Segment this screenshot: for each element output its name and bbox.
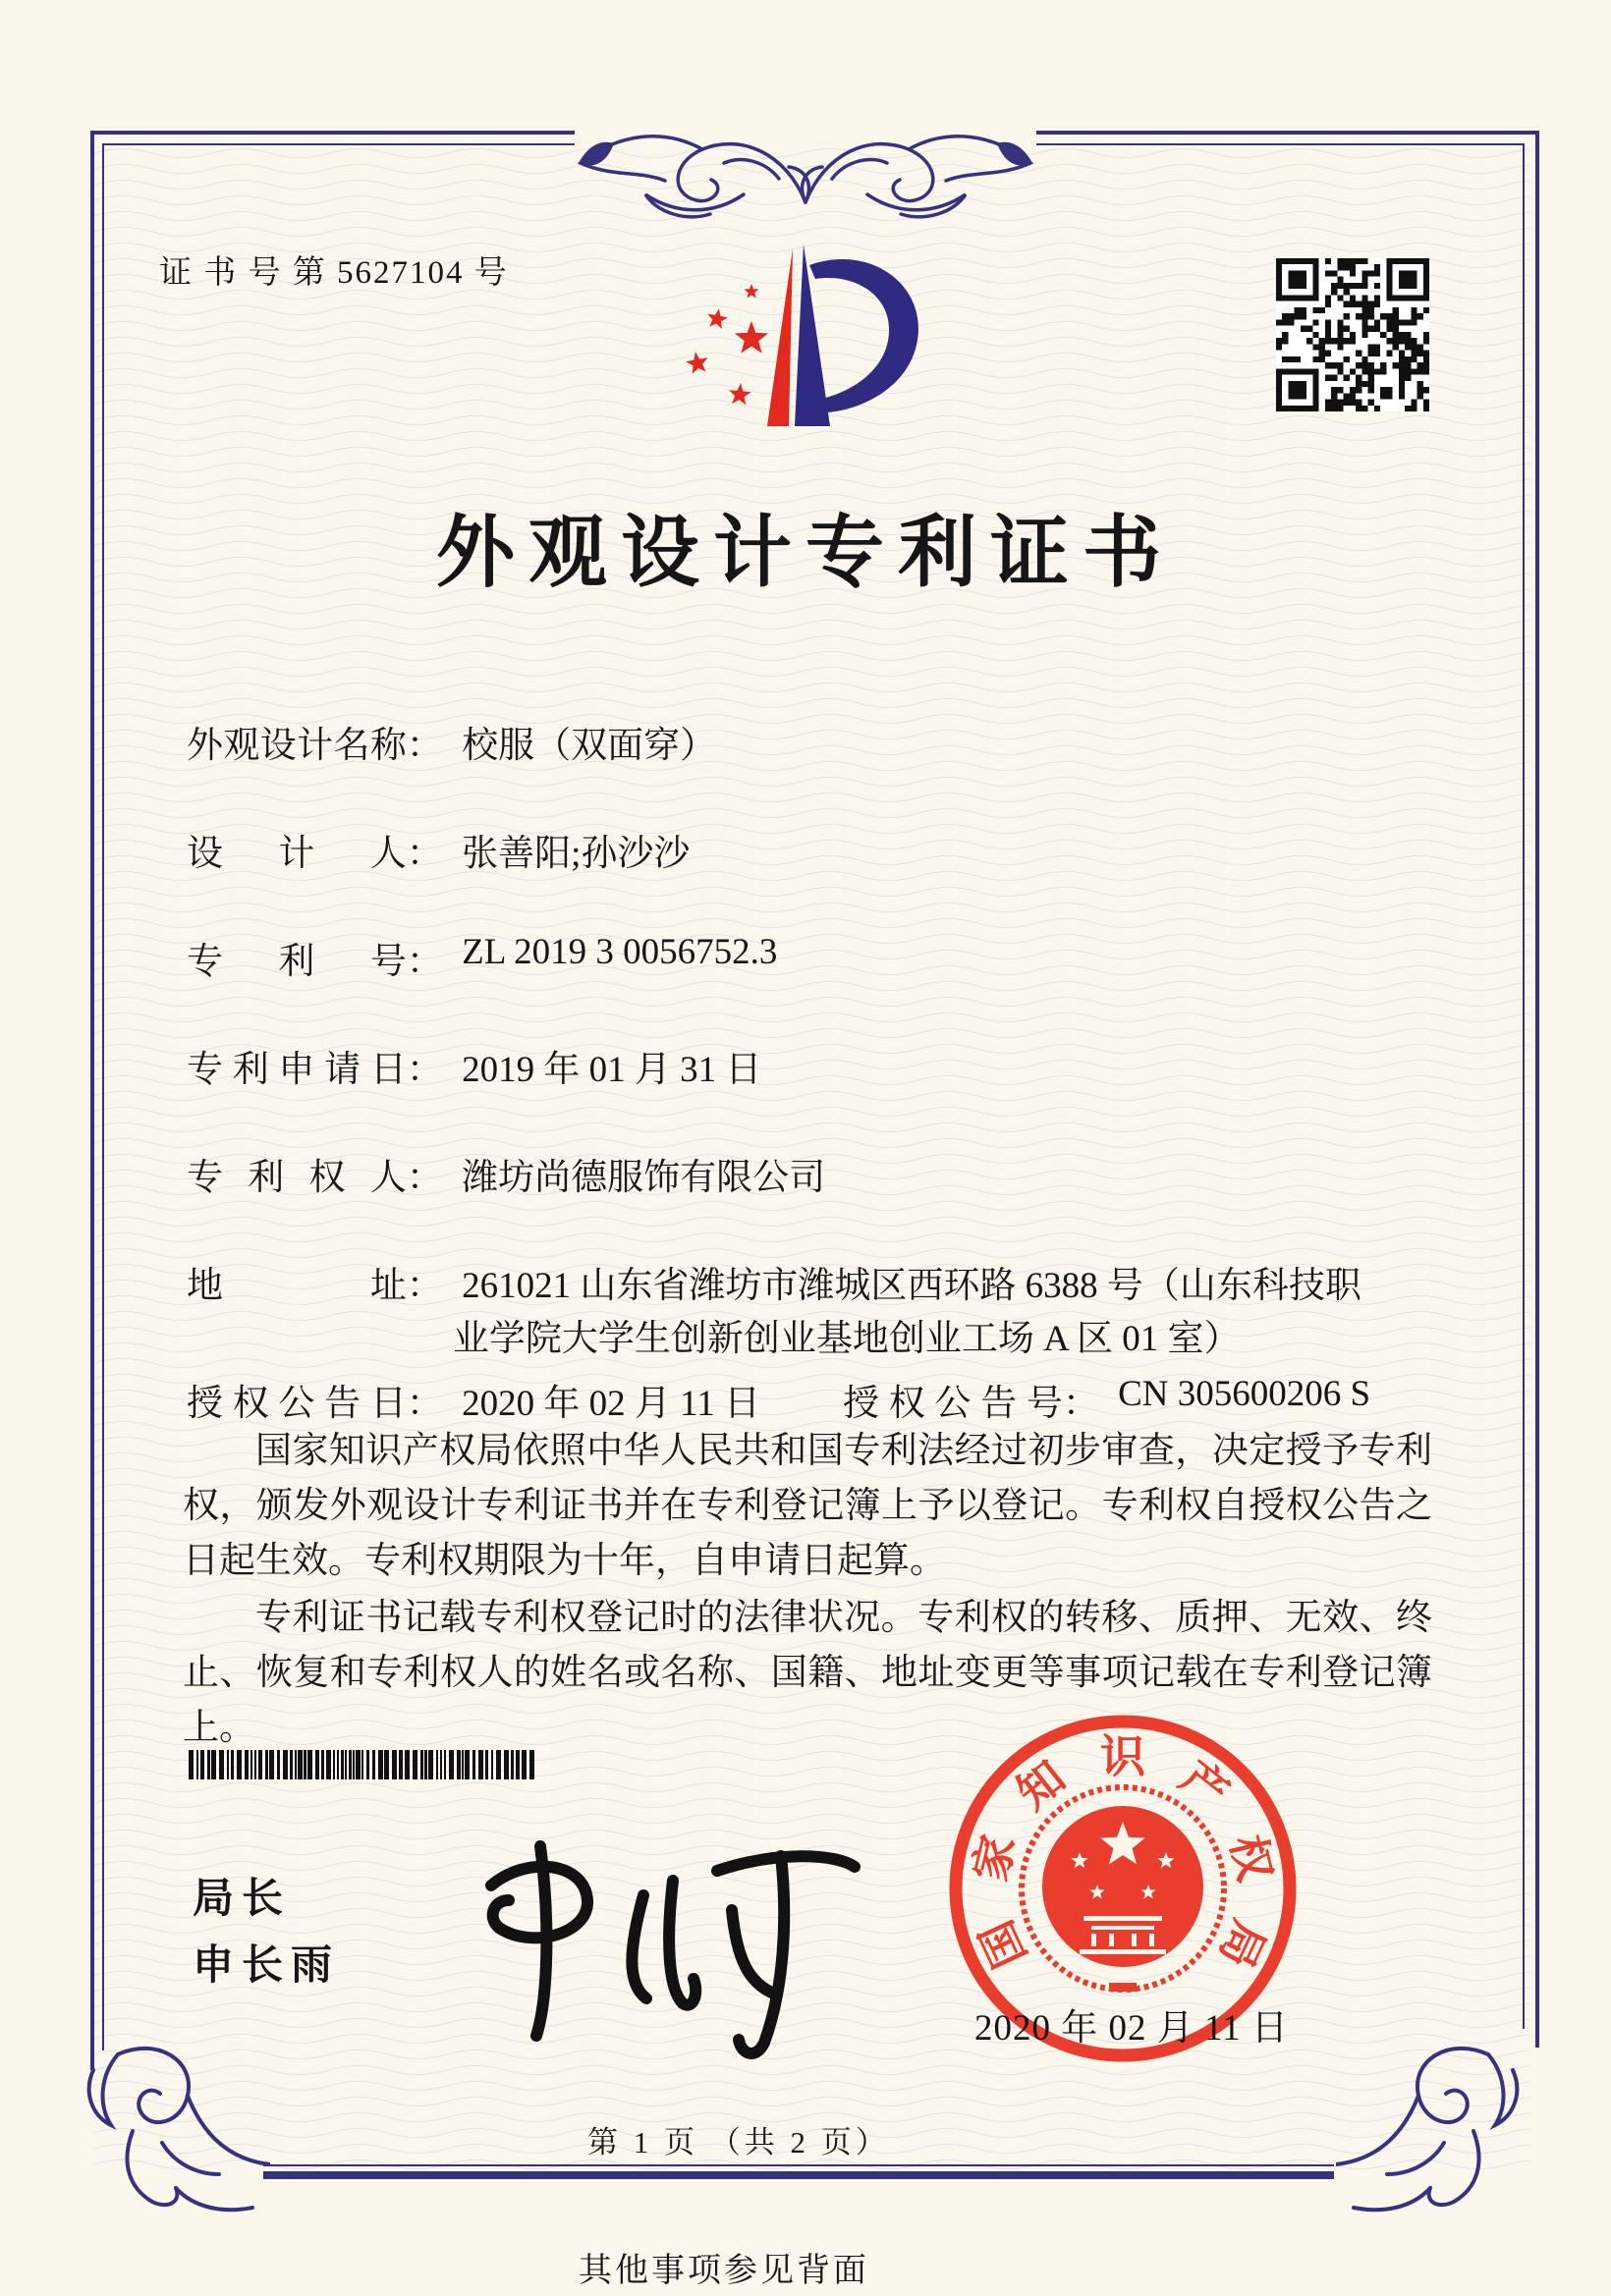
field-label: 授权公告号: [843, 1384, 1063, 1424]
field-address: 地址： 261021 山东省潍坊市潍城区西环路 6388 号（山东科技职 业学院大学生创新创业基地创业工场 A 区 01 室）: [187, 1255, 1361, 1361]
field-label: 专利申请日: [187, 1050, 407, 1090]
commissioner-title: 局长: [193, 1877, 292, 1922]
field-label: 授权公告日: [187, 1384, 407, 1424]
field-value: 张善阳;孙沙沙: [462, 834, 691, 874]
legal-paragraph-2: 专利证书记载专利权登记时的法律状况。专利权的转移、质押、无效、终止、恢复和专利权人的姓名或名称、国籍、地址变更等事项记载在专利登记簿上。: [183, 1598, 1432, 1748]
field-value: 2019 年 01 月 31 日: [462, 1050, 762, 1090]
svg-text:局: 局: [1209, 1912, 1275, 1976]
border-left-inner: [102, 143, 104, 2050]
field-label: 专利权人: [187, 1158, 407, 1198]
legal-paragraph-1: 国家知识产权局依照中华人民共和国专利法经过初步审查，决定授予专利权，颁发外观设计专利证书并在专利登记簿上予以登记。专利权自授权公告之日起生效。专利权期限为十年，自申请日起算。: [183, 1431, 1432, 1581]
border-left: [90, 131, 94, 2070]
bottom-right-ornament: [1336, 2025, 1532, 2221]
field-grant-no: 授权公告号： CN 305600206 S: [843, 1374, 1371, 1424]
svg-text:识: 识: [1100, 1731, 1145, 1782]
border-top-inner-left: [102, 143, 575, 145]
top-scroll-ornament: [575, 84, 1036, 234]
field-patent-no: 专利号： ZL 2019 3 0056752.3: [187, 932, 778, 982]
field-value-line2: 业学院大学生创新创业基地创业工场 A 区 01 室）: [452, 1319, 1241, 1359]
certificate-number: 证 书 号 第 5627104 号: [159, 255, 509, 291]
bottom-left-ornament: [74, 2025, 270, 2221]
logo-p-curve: [809, 259, 918, 412]
commissioner-name: 申长雨: [193, 1943, 341, 1989]
border-bottom-thin: [263, 2164, 1334, 2166]
field-grant-date: 授权公告日： 2020 年 02 月 11 日: [187, 1373, 760, 1426]
back-note: 其他事项参见背面: [579, 2253, 869, 2289]
svg-text:知: 知: [1008, 1751, 1075, 1820]
border-right: [1535, 131, 1539, 2048]
logo-red-wedge: [767, 248, 793, 426]
field-designer: 设计人： 张善阳;孙沙沙: [187, 823, 690, 876]
field-value: 2020 年 02 月 11 日: [462, 1384, 760, 1424]
svg-text:产: 产: [1171, 1751, 1238, 1820]
logo-stars-icon: [686, 284, 768, 405]
field-label: 专利号: [187, 942, 407, 982]
field-value: ZL 2019 3 0056752.3: [462, 932, 778, 972]
seal-emblem: [1022, 1787, 1224, 1992]
page-indicator: 第 1 页 （共 2 页）: [587, 2125, 890, 2159]
field-value: 校服（双面穿）: [462, 726, 717, 766]
commissioner-signature: [393, 1802, 884, 2067]
field-design-name: 外观设计名称： 校服（双面穿）: [187, 715, 716, 768]
svg-text:家: 家: [965, 1830, 1025, 1886]
cnipa-logo: [639, 216, 982, 462]
barcode: [189, 1750, 540, 1779]
field-patentee: 专利权人： 潍坊尚德服饰有限公司: [187, 1147, 825, 1200]
border-bottom: [263, 2171, 1334, 2179]
field-label: 设计人: [187, 834, 407, 874]
border-top-inner-right: [1036, 143, 1525, 145]
border-top-left: [90, 131, 575, 135]
seal-date: 2020 年 02 月 11 日: [974, 2008, 1289, 2049]
field-value: CN 305600206 S: [1118, 1374, 1371, 1414]
qr-code: [1276, 258, 1429, 411]
field-value-line1: 261021 山东省潍坊市潍城区西环路 6388 号（山东科技职: [462, 1266, 1361, 1306]
field-value: 潍坊尚德服饰有限公司: [462, 1158, 826, 1198]
border-top-right: [1036, 131, 1539, 135]
field-label: 外观设计名称: [187, 726, 407, 766]
field-filing-date: 专利申请日： 2019 年 01 月 31 日: [187, 1039, 761, 1092]
svg-text:权: 权: [1221, 1830, 1281, 1886]
svg-text:国: 国: [971, 1912, 1036, 1976]
certificate-title: 外观设计专利证书: [436, 511, 1175, 597]
border-right-inner: [1523, 143, 1525, 2029]
field-label: 地址: [187, 1266, 407, 1306]
